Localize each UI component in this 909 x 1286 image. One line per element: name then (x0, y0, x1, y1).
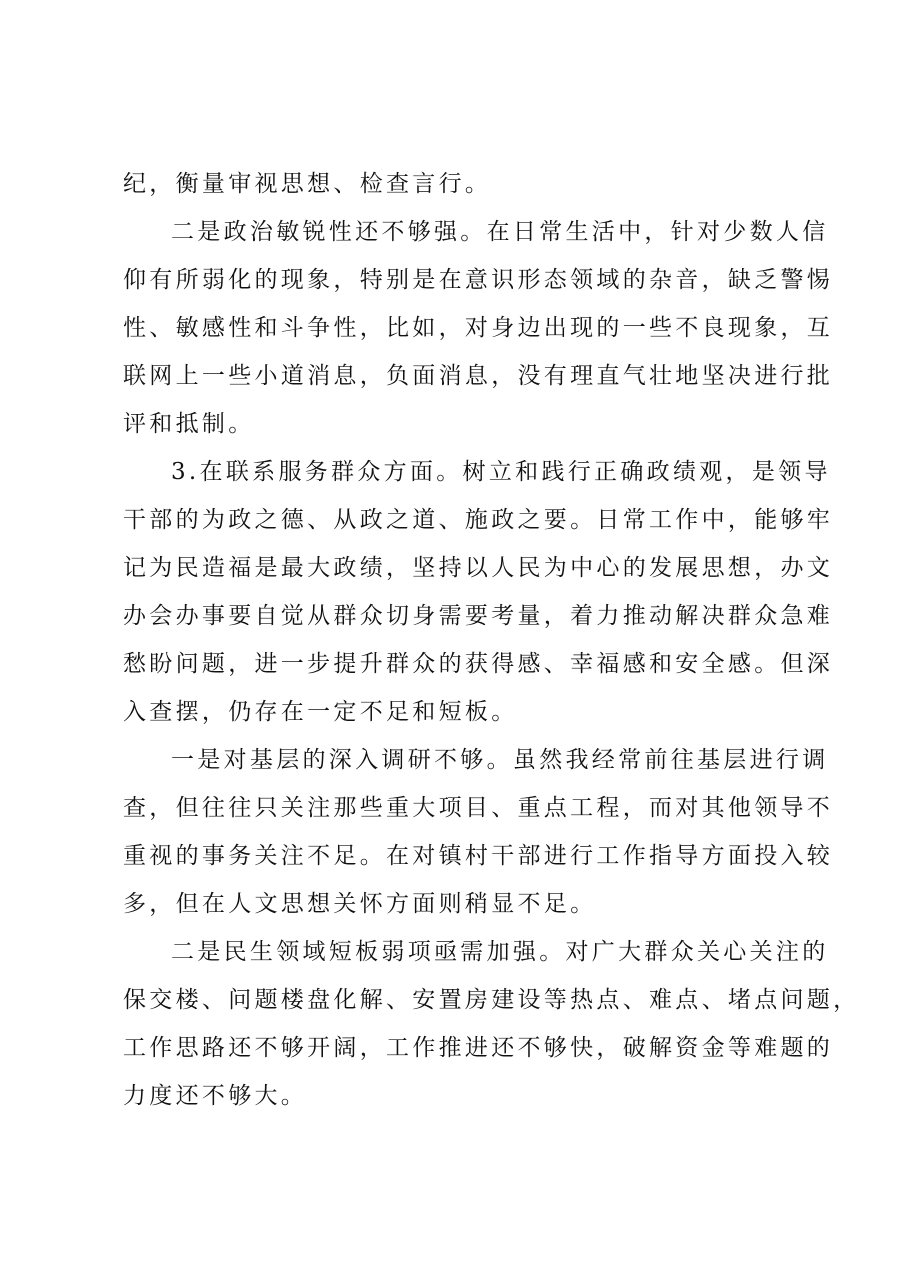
text-line: 3.在联系服务群众方面。树立和践行正确政绩观，是领导 (171, 459, 831, 485)
text-line: 多，但在人文思想关怀方面则稍显不足。 (123, 891, 597, 917)
text-line: 办会办事要自觉从群众切身需要考量，着力推动解决群众急难 (123, 603, 834, 629)
text-line: 纪，衡量审视思想、检查言行。 (123, 171, 492, 197)
text-line: 入查摆，仍存在一定不足和短板。 (123, 699, 518, 725)
text-line: 保交楼、问题楼盘化解、安置房建设等热点、难点、堵点问题， (123, 987, 860, 1013)
text-line: 重视的事务关注不足。在对镇村干部进行工作指导方面投入较 (123, 843, 834, 869)
text-line: 记为民造福是最大政绩，坚持以人民为中心的发展思想，办文 (123, 555, 834, 581)
text-line: 力度还不够大。 (123, 1083, 308, 1109)
text-line: 一是对基层的深入调研不够。虽然我经常前往基层进行调 (171, 747, 829, 773)
text-line: 联网上一些小道消息，负面消息，没有理直气壮地坚决进行批 (123, 363, 834, 389)
text-line: 查，但往往只关注那些重大项目、重点工程，而对其他领导不 (123, 795, 834, 821)
text-line: 工作思路还不够开阔，工作推进还不够快，破解资金等难题的 (123, 1035, 834, 1061)
text-line: 二是政治敏锐性还不够强。在日常生活中，针对少数人信 (171, 219, 829, 245)
text-line: 干部的为政之德、从政之道、施政之要。日常工作中，能够牢 (123, 507, 834, 533)
text-line: 仰有所弱化的现象，特别是在意识形态领域的杂音，缺乏警惕 (123, 267, 834, 293)
text-line: 愁盼问题，进一步提升群众的获得感、幸福感和安全感。但深 (123, 651, 834, 677)
text-line: 性、敏感性和斗争性，比如，对身边出现的一些不良现象，互 (123, 315, 834, 341)
text-line: 评和抵制。 (123, 411, 255, 437)
text-line: 二是民生领域短板弱项亟需加强。对广大群众关心关注的 (171, 939, 829, 965)
